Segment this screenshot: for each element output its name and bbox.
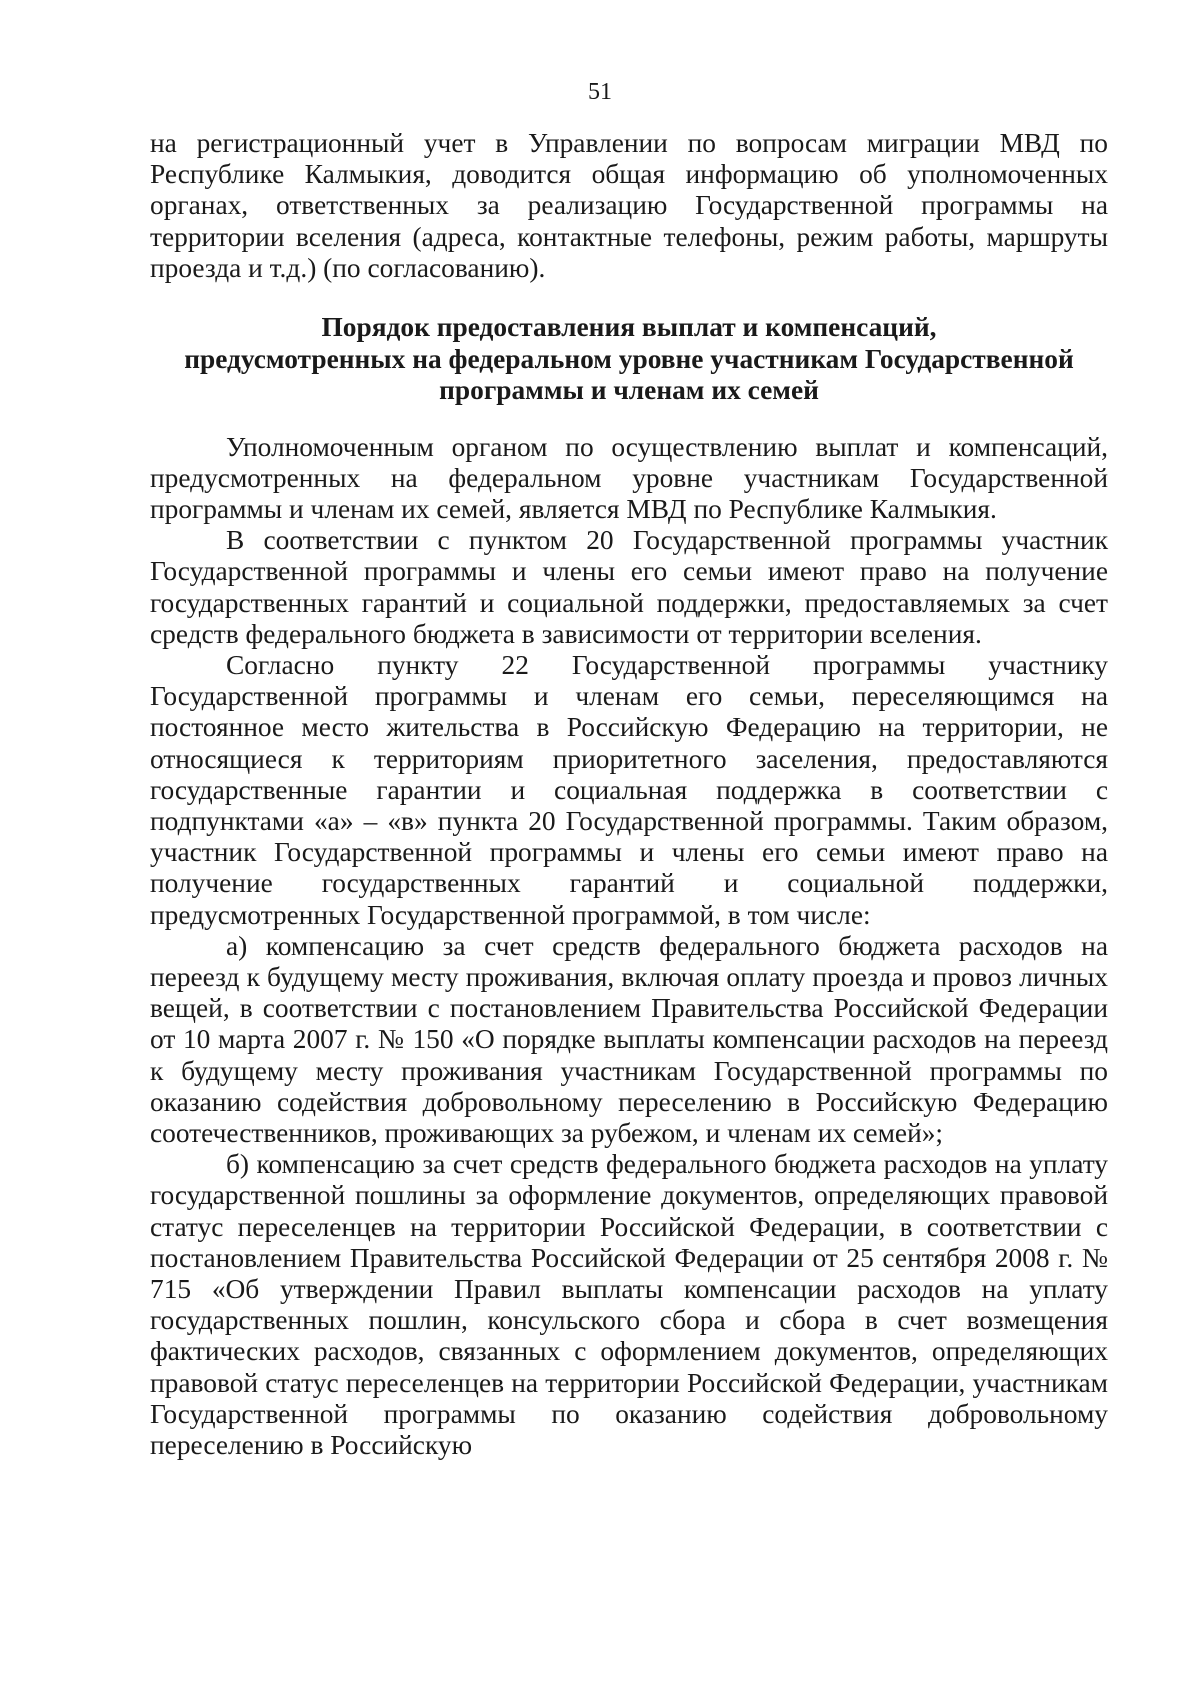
paragraph-item-20: В соответствии с пунктом 20 Государственной программы участник Государственной программы и члены его семьи имеют право на получение государственных гарантий и социальной поддержки, предоставляемых за счет средств федерального бюджета в зависимости от территории вселения. (150, 525, 1108, 649)
page-number: 51 (588, 79, 612, 105)
heading-line-2: предусмотренных на федеральном уровне участникам Государственной (184, 343, 1074, 374)
list-item-b: б) компенсацию за счет средств федерального бюджета расходов на уплату государственной пошлины за оформление документов, определяющих правовой статус переселенцев на территории Российской Федерации, в соответствии с постановлением Правительства Российской Федерации от 25 сентября 2008 г. № 715 «Об утверждении Правил выплаты компенсации расходов на уплату государственных пошлин, консульского сбора и сбора в счет возмещения фактических расходов, связанных с оформлением документов, определяющих правовой статус переселенцев на территории Российской Федерации, участникам Государственной программы по оказанию содействия добровольному переселению в Российскую (150, 1149, 1108, 1461)
paragraph-item-22: Согласно пункту 22 Государственной программы участнику Государственной программы и членам его семьи, переселяющимся на постоянное место жительства в Российскую Федерацию на территории, не относящиеся к территориям приоритетного заселения, предоставляются государственные гарантии и социальная поддержка в соответствии с подпунктами «а» – «в» пункта 20 Государственной программы. Таким образом, участник Государственной программы и члены его семьи имеют право на получение государственных гарантий и социальной поддержки, предусмотренных Государственной программой, в том числе: (150, 649, 1108, 930)
document-body (150, 128, 1108, 1461)
paragraph-authority: Уполномоченным органом по осуществлению выплат и компенсаций, предусмотренных на федеральном уровне участникам Государственной программы и членам их семей, является МВД по Республике Калмыкия. (150, 431, 1108, 524)
heading-line-1: Порядок предоставления выплат и компенсаций, (321, 312, 937, 343)
heading-line-3: программы и членам их семей (439, 375, 819, 406)
list-item-a: а) компенсацию за счет средств федерального бюджета расходов на переезд к будущему месту проживания, включая оплату проезда и провоз личных вещей, в соответствии с постановлением Правительства Российской Федерации от 10 марта 2007 г. № 150 «О порядке выплаты компенсации расходов на переезд к будущему месту проживания участникам Государственной программы по оказанию содействия добровольному переселению в Российскую Федерацию соотечественников, проживающих за рубежом, и членам их семей»; (150, 930, 1108, 1148)
intro-paragraph: на регистрационный учет в Управлении по вопросам миграции МВД по Республике Калмыкия, доводится общая информацию об уполномоченных органах, ответственных за реализацию Государственной программы на территории вселения (адреса, контактные телефоны, режим работы, маршруты проезда и т.д.) (по согласованию). (150, 128, 1108, 283)
section-heading (150, 312, 1108, 407)
